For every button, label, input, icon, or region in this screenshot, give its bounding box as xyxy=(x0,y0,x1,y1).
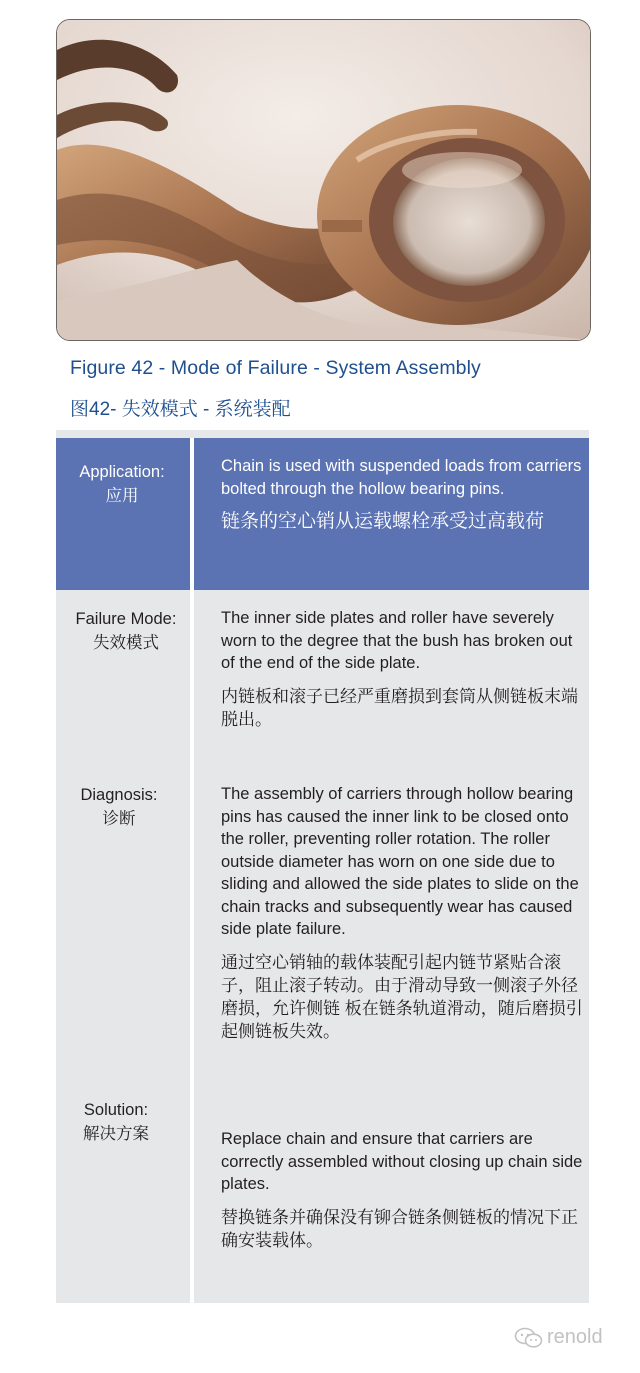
figure-caption-en: Figure 42 - Mode of Failure - System Assembly xyxy=(70,357,481,379)
figure-caption-zh: 图42- 失效模式 - 系统装配 xyxy=(70,399,291,420)
failure-mode-text xyxy=(221,607,587,731)
failure-mode-label-en: Failure Mode: xyxy=(75,610,177,628)
diagnosis-text-en: The assembly of carriers through hollow bearing pins has caused the inner link to be closed onto the roller, preventing roller rotation. The roller outside diameter has worn on one side due to sliding and allowed the side plates to slide on the chain tracks and subsequently wear has caused side plate failure. xyxy=(221,785,579,938)
solution-text xyxy=(221,1128,587,1252)
watermark xyxy=(514,1326,603,1349)
diagnosis-label-zh: 诊断 xyxy=(102,810,136,828)
failure-table xyxy=(56,430,589,1303)
failure-mode-text-en: The inner side plates and roller have severely worn to the degree that the bush has broken out of the end of the side plate. xyxy=(221,609,573,672)
solution-text-zh: 替换链条并确保没有铆合链条侧链板的情况下正确安装载体。 xyxy=(221,1207,578,1250)
table-top-strip xyxy=(56,430,589,438)
application-text xyxy=(221,455,587,535)
application-text-en: Chain is used with suspended loads from carriers bolted through the hollow bearing pins. xyxy=(221,457,582,498)
application-text-zh: 链条的空心销从运载螺栓承受过高载荷 xyxy=(221,511,545,532)
application-label-zh: 应用 xyxy=(105,487,139,505)
application-row xyxy=(56,438,589,590)
failure-mode-label-zh: 失效模式 xyxy=(93,634,159,652)
diagnosis-label-en: Diagnosis: xyxy=(80,786,158,804)
solution-label xyxy=(66,1098,166,1146)
application-divider xyxy=(190,438,194,590)
diagnosis-text xyxy=(221,783,587,1043)
solution-label-zh: 解决方案 xyxy=(83,1125,149,1143)
failure-photo xyxy=(56,19,591,341)
solution-label-en: Solution: xyxy=(83,1101,149,1119)
wechat-icon xyxy=(514,1327,544,1349)
failure-mode-text-zh: 内链板和滚子已经严重磨损到套筒从侧链板末端脱出。 xyxy=(221,686,578,729)
watermark-text: renold xyxy=(547,1326,603,1348)
application-label-en: Application: xyxy=(79,463,165,481)
solution-text-en: Replace chain and ensure that carriers are correctly assembled without closing up chain side plates. xyxy=(221,1130,583,1193)
application-label xyxy=(64,460,180,508)
diagnosis-label xyxy=(64,783,174,831)
failure-mode-label xyxy=(64,607,188,655)
diagnosis-text-zh: 通过空心销轴的载体装配引起内链节紧贴合滚子，阻止滚子转动。由于滑动导致一侧滚子外径磨损，允许侧链 板在链条轨道滑动，随后磨损引起侧链板失效。 xyxy=(221,952,583,1041)
